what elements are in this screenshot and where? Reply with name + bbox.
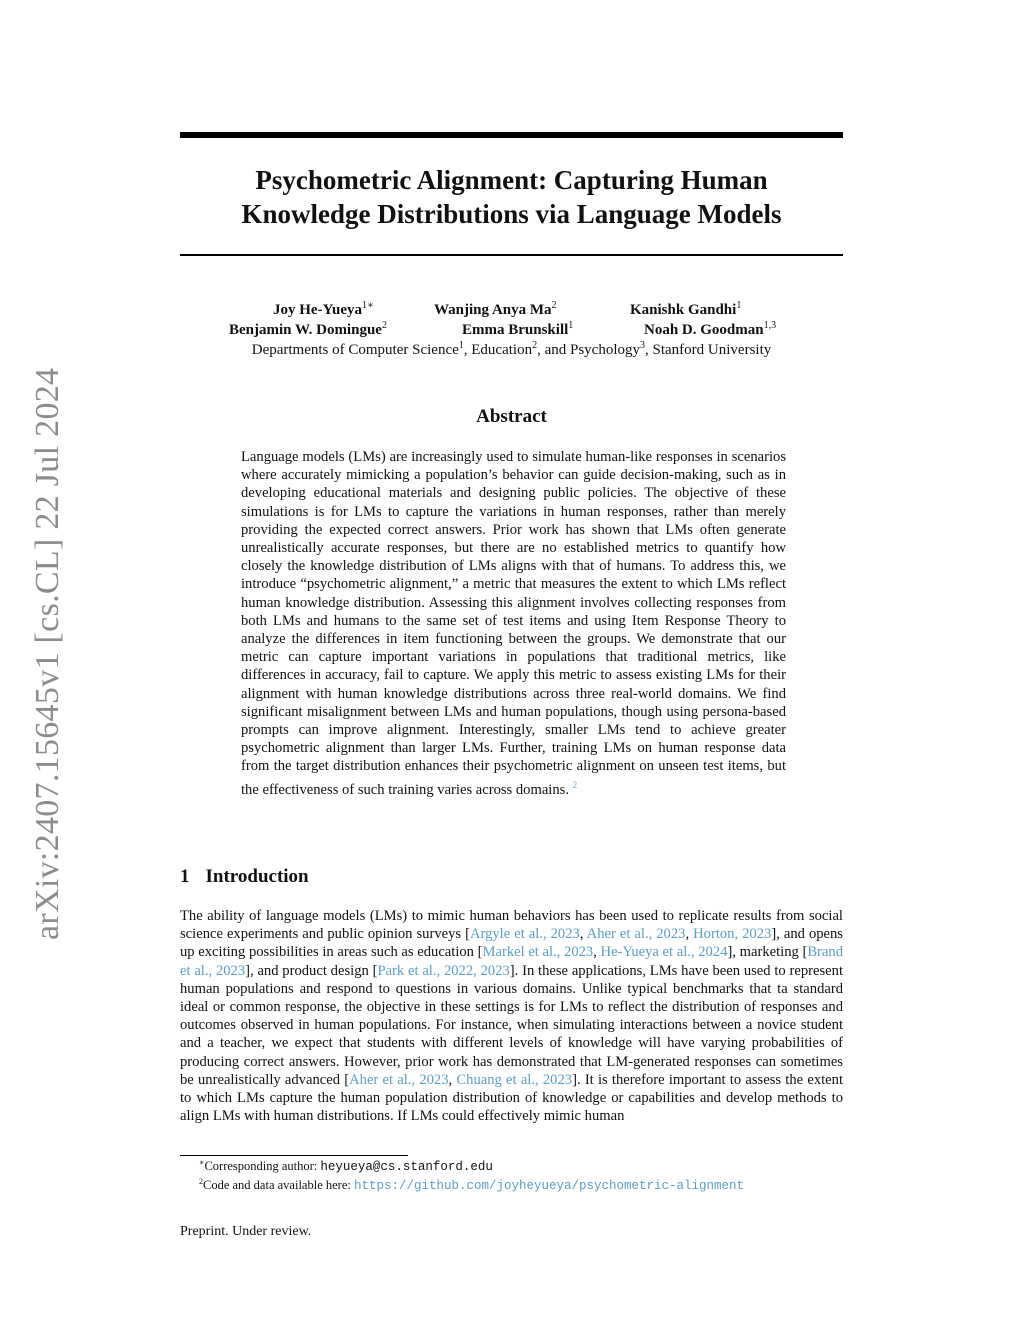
citation-link[interactable]: Chuang et al., 2023 (456, 1071, 573, 1088)
author-name: Benjamin W. Domingue$^2$ (229, 320, 387, 338)
citation-link[interactable]: Argyle et al., 2023 (469, 926, 580, 943)
title-line-1: Psychometric Alignment: Capturing Human (255, 165, 768, 195)
citation-link[interactable]: Aher et al., 2023 (349, 1071, 449, 1088)
author-name: Kanishk Gandhi$^1$ (630, 300, 742, 318)
arxiv-identifier: arXiv:2407.15645v1 [cs.CL] 22 Jul 2024 (29, 367, 66, 940)
intro-text: ]. In these applications, LMs have been used to represent human populations and respond to questions in various domains. Unlike typical benchmarks that ta standard ideal or common response, the objective in these settings is for LMs to reflect the distribution of responses and outcomes observed in human populations. For instance, when simulating interactions between a novice student and a teacher, we expect that students with different levels of knowledge will have varying probabilities of producing correct answers. However, prior work has demonstrated that LM-generated responses can sometimes be unrealistically advanced [ (180, 962, 843, 1088)
intro-text: The ability of language models (LMs) to mimic human behaviors has been used to replicate results from social science experiments and public opinion surveys [ (180, 908, 843, 943)
citation-link[interactable]: Horton, 2023 (693, 926, 772, 943)
author-name: Wanjing Anya Ma$^2$ (434, 300, 557, 318)
citation-link[interactable]: Aher et al., 2023 (586, 926, 686, 943)
intro-text: ], marketing [ (727, 944, 808, 961)
author-row-2 (180, 320, 843, 340)
intro-text: , (593, 944, 601, 961)
author-email[interactable]: heyueya@cs.stanford.edu (320, 1160, 493, 1175)
intro-text: ]. It is therefore important to assess the extent to which LMs capture the human population distribution of knowledge or capabilities and develop methods to align LMs with human distributions. If LMs could effectively mimic human (180, 1071, 844, 1125)
author-name: Noah D. Goodman$^{1,3}$ (644, 320, 777, 338)
footnote-code-link: $^2$Code and data available here: https://github.com/joyheyueya/psychometric-alignment (199, 1177, 745, 1194)
citation-link[interactable]: Markel et al., 2023 (482, 944, 594, 961)
paper-title (180, 163, 843, 231)
section-title: Introduction (205, 866, 309, 887)
preprint-notice: Preprint. Under review. (180, 1224, 312, 1239)
section-number: 1 (180, 866, 190, 887)
affiliations: Departments of Computer Science$^1$, Education$^2$, and Psychology$^3$, Stanford University (251, 340, 772, 358)
title-line-2: Knowledge Distributions via Language Models (241, 199, 782, 229)
abstract-body (241, 448, 786, 799)
title-top-rule (180, 132, 843, 138)
footnote-marker[interactable]: 2 (572, 779, 578, 790)
abstract-text: Language models (LMs) are increasingly used to simulate human-like responses in scenarios where accurately mimicking a population’s behavior can guide decision-making, such as in developing educational materials and designing public policies. The objective of these simulations is for LMs to capture the variations in human responses, rather than merely providing the expected correct answers. Prior work has shown that LMs often generate unrealistically accurate responses, but there are no established metrics to quantify how closely the knowledge distribution of LMs aligns with that of humans. To address this, we introduce “psychometric alignment,” a metric that measures the extent to which LMs reflect human knowledge distribution. Assessing this alignment involves collecting responses from both LMs and humans to the same set of test items and using Item Response Theory to analyze the differences in item functioning between the groups. We demonstrate that our metric can capture important variations in populations that traditional metrics, like differences in accuracy, fail to capture. We apply this metric to assess existing LMs for their alignment with human knowledge distributions across three real-world domains. We find significant misalignment between LMs and human populations, though using persona-based prompts can improve alignment. Interestingly, smaller LMs tend to achieve greater psychometric alignment than larger LMs. Further, training LMs on human response data from the target distribution enhances their psychometric alignment on unseen test items, but the effectiveness of such training varies across domains. (241, 449, 786, 798)
footnote-corresponding-author: ∗Corresponding author: heyueya@cs.stanford.edu (199, 1158, 493, 1175)
footnote-rule (180, 1155, 408, 1156)
introduction-paragraph (180, 907, 843, 1125)
author-row-1 (180, 300, 843, 320)
intro-text: ], and opens up exciting possibilities in areas such as education [ (180, 926, 843, 961)
intro-text: , (579, 926, 587, 943)
citation-link[interactable]: Brand et al., 2023 (180, 944, 843, 979)
author-name: Emma Brunskill$^1$ (462, 320, 574, 338)
title-bottom-rule (180, 254, 843, 256)
author-name: Joy He-Yueya$^{1∗}$ (273, 300, 374, 318)
citation-link[interactable]: Park et al., 2022, 2023 (377, 962, 510, 979)
github-link[interactable]: https://github.com/joyheyueya/psychometric-alignment (353, 1179, 745, 1194)
intro-text: ], and product design [ (245, 962, 378, 979)
intro-text: , (685, 926, 694, 943)
citation-link[interactable]: He-Yueya et al., 2024 (600, 944, 728, 961)
section-heading (180, 866, 309, 888)
abstract-heading: Abstract (476, 406, 547, 427)
intro-text: , (448, 1071, 457, 1088)
